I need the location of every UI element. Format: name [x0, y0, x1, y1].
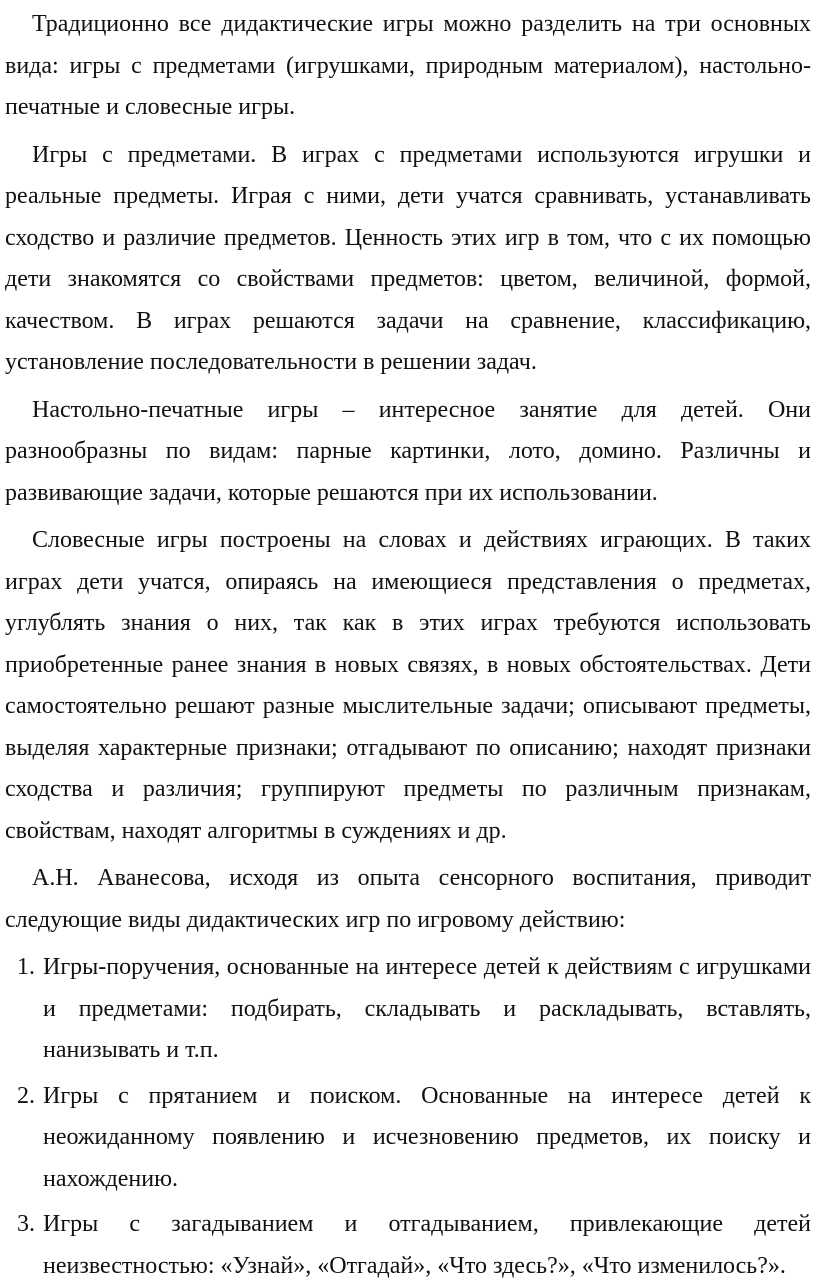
game-types-list	[5, 947, 811, 1287]
paragraph-board-games: Настольно-печатные игры – интересное занятие для детей. Они разнообразны по видам: парные картинки, лото, домино. Различны и развивающие задачи, которые решаются при их использовании.	[5, 396, 811, 506]
paragraph-avanesova: А.Н. Аванесова, исходя из опыта сенсорного воспитания, приводит следующие виды дидактических игр по игровому действию:	[5, 865, 811, 933]
list-item	[5, 947, 811, 1072]
paragraph-object-games: Игры с предметами. В играх с предметами используются игрушки и реальные предметы. Играя с ними, дети учатся сравнивать, устанавливать сходство и различие предметов. Ценность этих игр в том, что с их помощью дети знакомятся со свойствами предметов: цветом, величиной, формой, качеством. В играх решаются задачи на сравнение, классификацию, установление последовательности в решении задач.	[5, 141, 811, 375]
paragraph-word-games: Словесные игры построены на словах и действиях играющих. В таких играх дети учатся, опираясь на имеющиеся представления о предметах, углублять знания о них, так как в этих играх требуются использовать приобретенные ранее знания в новых связях, в новых обстоятельствах. Дети самостоятельно решают разные мыслительные задачи; описывают предметы, выделяя характерные признаки; отгадывают по описанию; находят признаки сходства и различия; группируют предметы по различным признакам, свойствам, находят алгоритмы в суждениях и др.	[5, 527, 811, 844]
list-item-number: 1.	[17, 954, 35, 980]
list-item-text: Игры с прятанием и поиском. Основанные на интересе детей к неожиданному появлению и исчезновению предметов, их поиску и нахождению.	[43, 1082, 811, 1192]
list-item-text: Игры с загадыванием и отгадыванием, привлекающие детей неизвестностью: «Узнай», «Отгадай», «Что здесь?», «Что изменилось?».	[43, 1211, 811, 1279]
paragraph-intro: Традиционно все дидактические игры можно разделить на три основных вида: игры с предметами (игрушками, природным материалом), настольно-печатные и словесные игры.	[5, 11, 811, 120]
list-item	[5, 1204, 811, 1287]
list-item-number: 3.	[17, 1211, 35, 1237]
list-item-number: 2.	[17, 1082, 35, 1109]
list-item	[5, 1076, 811, 1201]
list-item-text: Игры-поручения, основанные на интересе детей к действиям с игрушками и предметами: подбирать, складывать и раскладывать, вставлять, нанизывать и т.п.	[43, 954, 811, 1063]
